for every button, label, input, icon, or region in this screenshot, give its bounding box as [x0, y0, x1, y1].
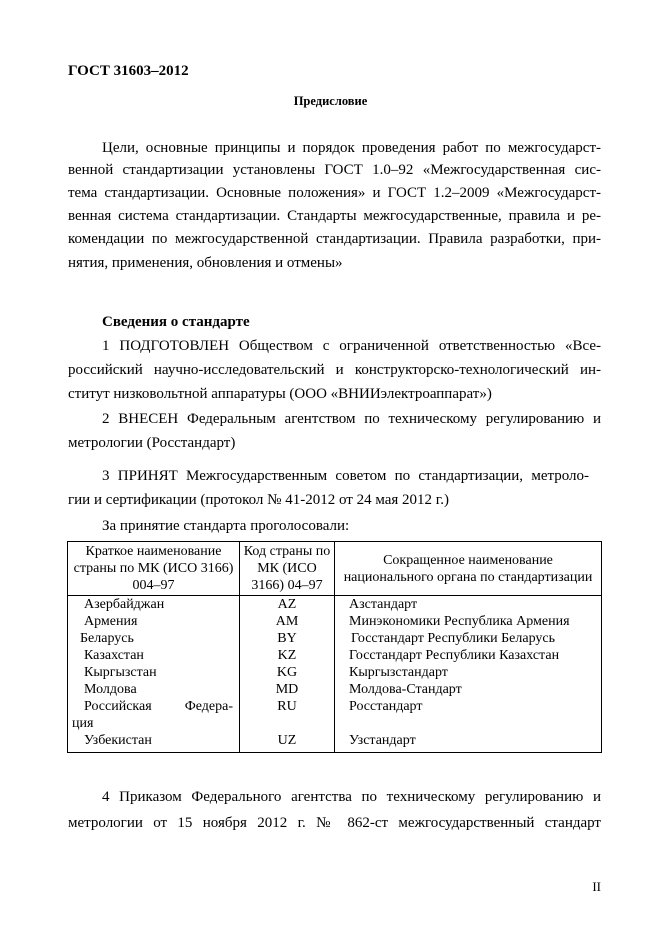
country-cell: Узбекистан	[68, 732, 240, 753]
code-cell: KG	[240, 664, 335, 681]
body-cell: Азстандарт	[335, 596, 602, 614]
country-cell: Кыргызстан	[68, 664, 240, 681]
country-part-c: ция	[72, 716, 94, 731]
item4-line-1: 4 Приказом Федерального агентства по техническому регулированию и	[102, 789, 601, 805]
intro-line-2: венной стандартизации установлены ГОСТ 1.0–92 «Межгосударственная сис-	[68, 162, 601, 178]
body-cell: Минэкономики Республика Армения	[335, 613, 602, 630]
code-cell: UZ	[240, 732, 335, 753]
item3-line-2: гии и сертификации (протокол № 41-2012 от 24 мая 2012 г.)	[68, 492, 449, 508]
table-row	[68, 681, 602, 698]
item4-line-2: метрологии от 15 ноября 2012 г. № 862-ст межгосударственный стандарт	[68, 815, 601, 831]
body-cell: Госстандарт Республики Казахстан	[335, 647, 602, 664]
country-cell: Беларусь	[68, 630, 240, 647]
table-row	[68, 613, 602, 630]
body-cell: Молдова-Стандарт	[335, 681, 602, 698]
table-row	[68, 732, 602, 753]
table-header-code: Код страны по МК (ИСО 3166) 04–97	[240, 542, 335, 596]
intro-line-6: нятия, применения, обновления и отмены»	[68, 255, 343, 271]
country-part-a: Российская	[84, 699, 152, 714]
code-cell: KZ	[240, 647, 335, 664]
document-code: ГОСТ 31603–2012	[68, 63, 189, 79]
info-title: Сведения о стандарте	[102, 314, 250, 330]
table-row	[68, 647, 602, 664]
country-cell: Молдова	[68, 681, 240, 698]
code-cell: BY	[240, 630, 335, 647]
country-cell: Армения	[68, 613, 240, 630]
item2-line-2: метрологии (Росстандарт)	[68, 435, 236, 451]
intro-line-5: комендации по межгосударственной стандартизации. Правила разработки, при-	[68, 231, 601, 247]
foreword-title: Предисловие	[293, 94, 368, 108]
country-cell: Казахстан	[68, 647, 240, 664]
vote-line: За принятие стандарта проголосовали:	[102, 518, 350, 534]
body-cell: Узстандарт	[335, 732, 602, 753]
intro-line-4: венная система стандартизации. Стандарты межгосударственные, правила и ре-	[68, 208, 601, 224]
item2-line-1: 2 ВНЕСЕН Федеральным агентством по техническому регулированию и	[102, 411, 601, 427]
country-part-b: Федера-	[184, 699, 233, 714]
table-row	[68, 664, 602, 681]
body-cell: Кыргызстандарт	[335, 664, 602, 681]
table-row	[68, 698, 602, 732]
intro-line-3: тема стандартизации. Основные положения» и ГОСТ 1.2–2009 «Межгосударст-	[68, 185, 601, 201]
table-header-country: Краткое наименование страны по МК (ИСО 3166) 004–97	[68, 542, 240, 596]
item1-line-1: 1 ПОДГОТОВЛЕН Обществом с ограниченной ответственностью «Все-	[102, 338, 601, 354]
body-cell: Госстандарт Республики Беларусь	[335, 630, 602, 647]
intro-line-1: Цели, основные принципы и порядок проведения работ по межгосударст-	[102, 140, 601, 156]
table-row	[68, 596, 602, 614]
table-row	[68, 630, 602, 647]
country-cell: Азербайджан	[68, 596, 240, 614]
item1-line-3: ститут низковольтной аппаратуры (ООО «ВНИИэлектроаппарат»)	[68, 386, 492, 402]
member-states-table	[67, 541, 602, 753]
page-number: II	[592, 879, 601, 894]
body-cell: Росстандарт	[335, 698, 602, 732]
country-split-line	[84, 698, 235, 715]
code-cell: AZ	[240, 596, 335, 614]
item1-line-2: российский научно-исследовательский и конструкторско-технологический ин-	[68, 362, 601, 378]
item3-line-1: 3 ПРИНЯТ Межгосударственным советом по стандартизации, метроло-	[102, 468, 589, 484]
table-header-body: Сокращенное наименование национального органа по стандартизации	[335, 542, 602, 596]
code-cell: MD	[240, 681, 335, 698]
code-cell: AM	[240, 613, 335, 630]
code-cell: RU	[240, 698, 335, 732]
country-cell	[68, 698, 240, 732]
